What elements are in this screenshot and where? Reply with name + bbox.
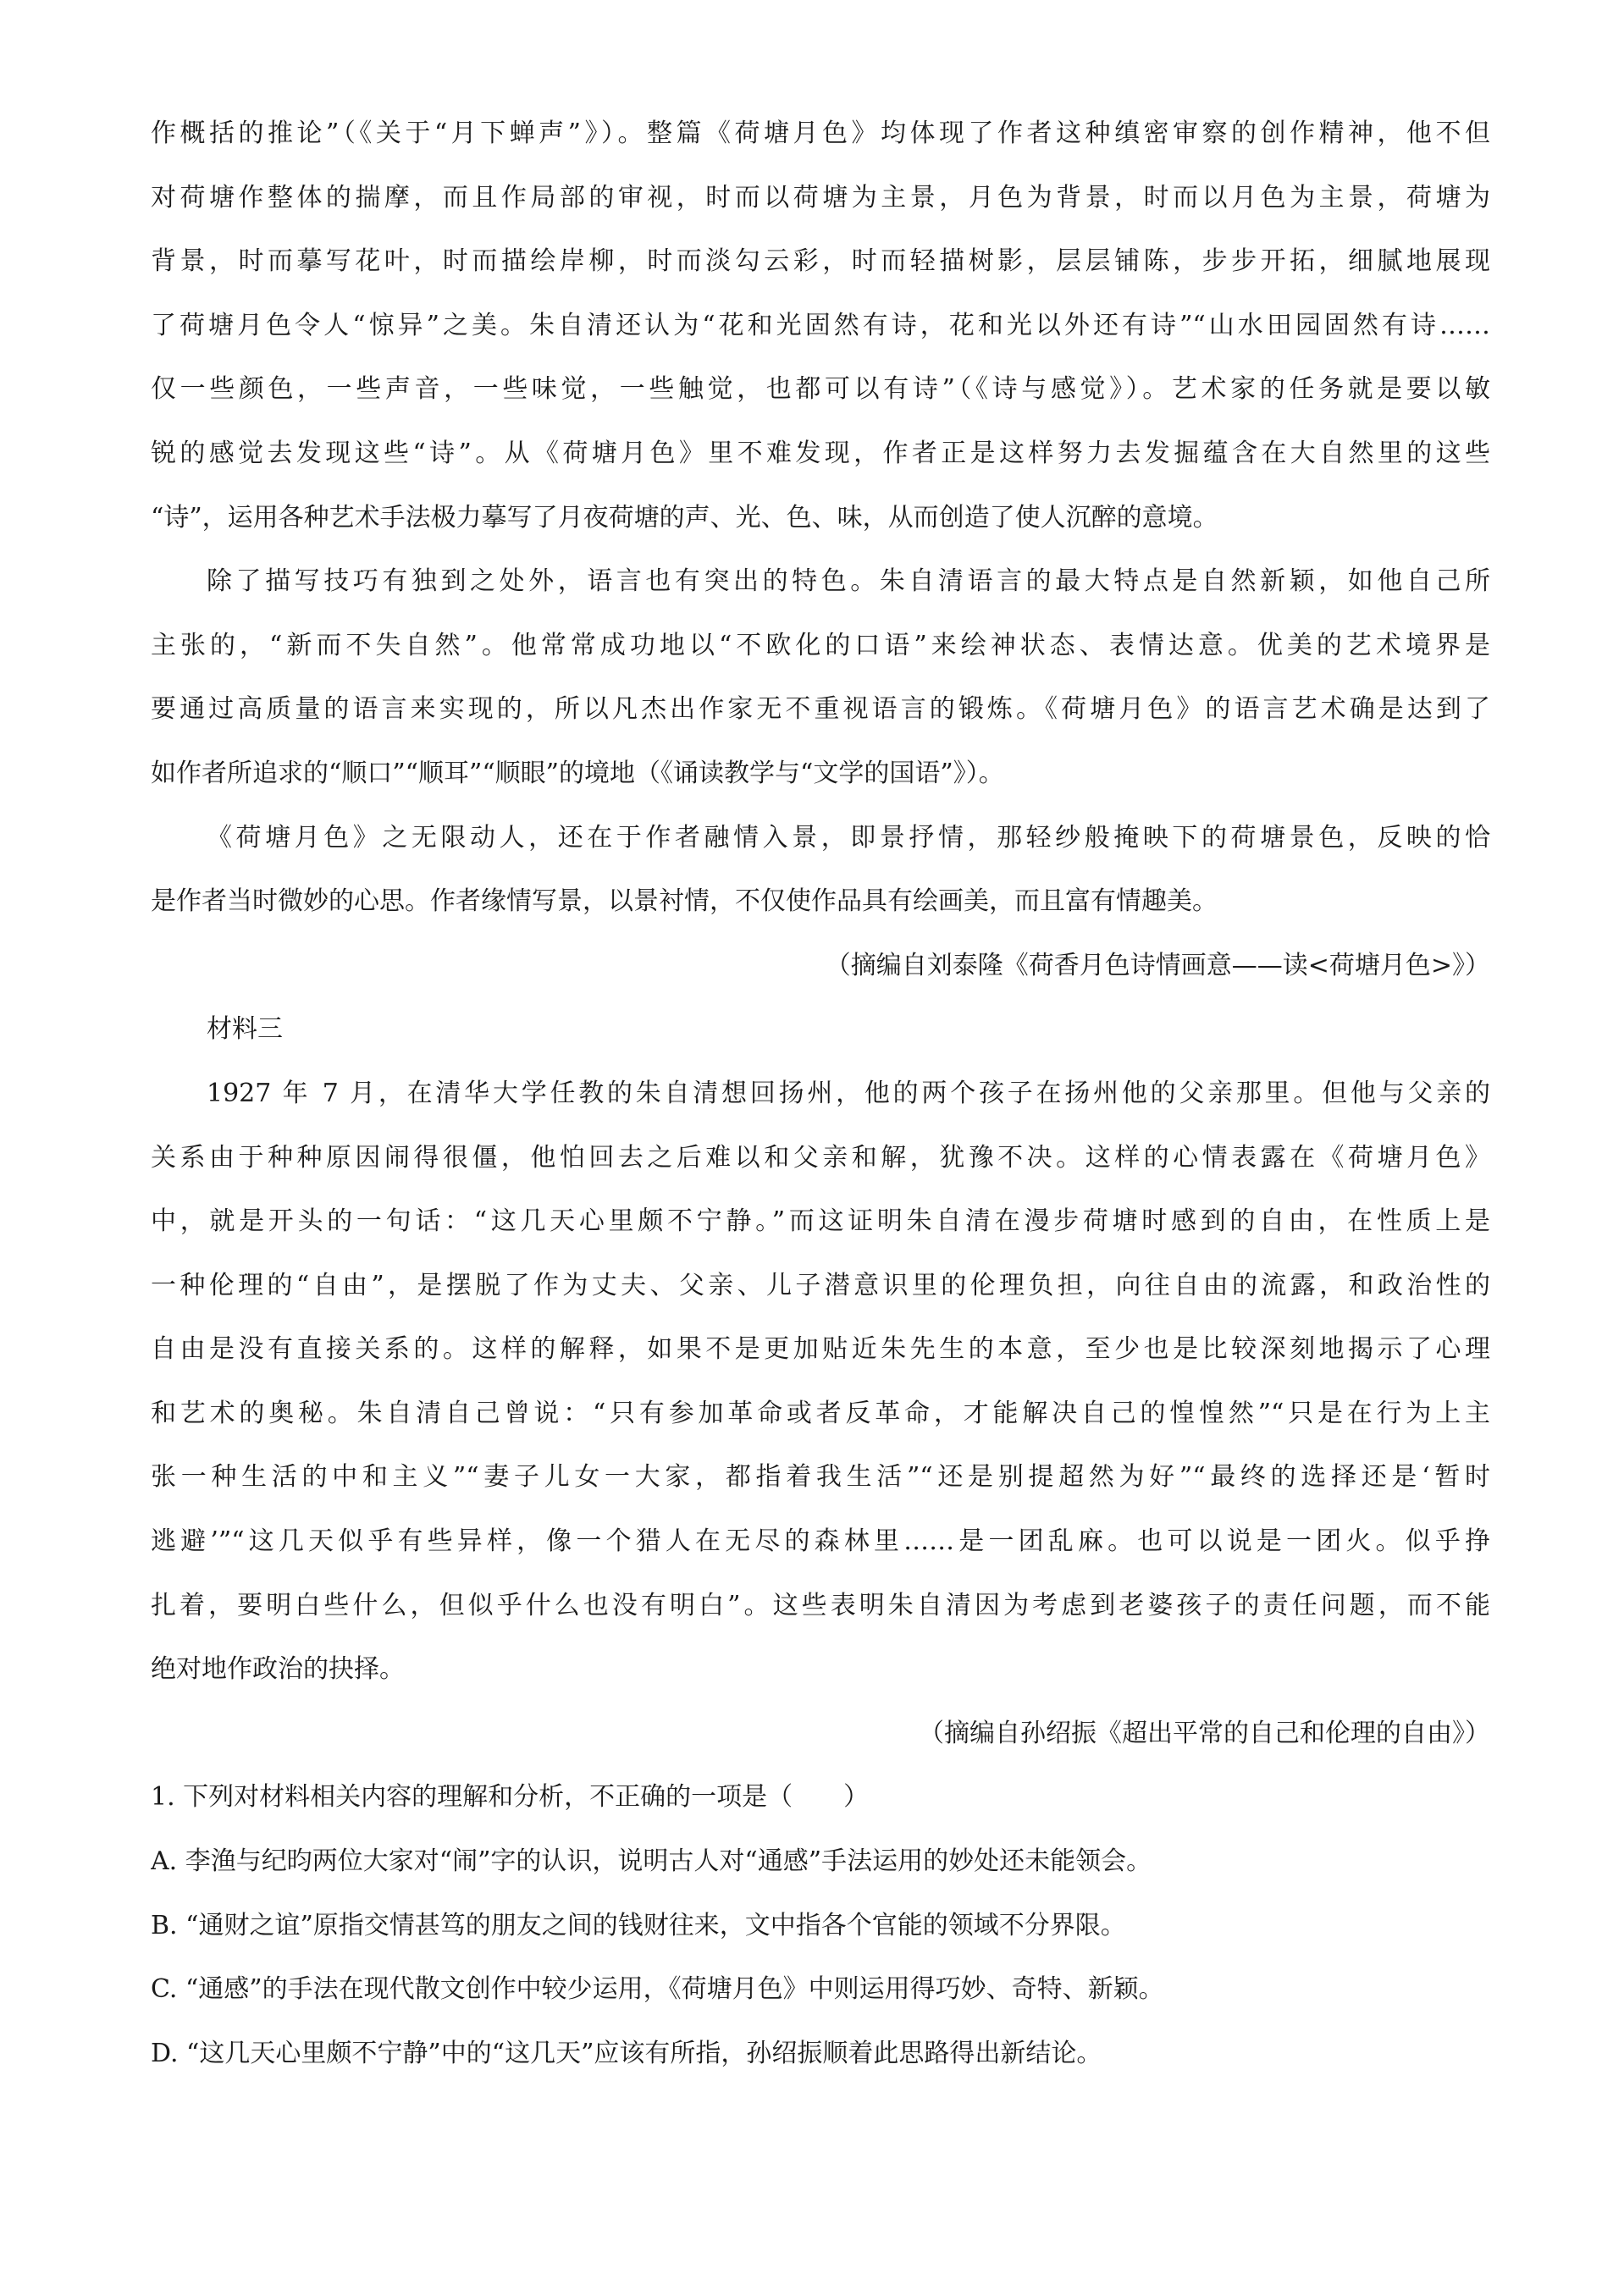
paragraph [151,549,1490,805]
text-line: 张一种生活的中和主义”“妻子儿女一大家，都指着我生活”“还是别提超然为好”“最终的选择还是‘暂时 [151,1462,1490,1493]
text-line: 扎着，要明白些什么，但似乎什么也没有明白”。这些表明朱自清因为考虑到老婆孩子的责任问题，而不能 [151,1590,1490,1620]
text-line: 绝对地作政治的抉择。 [151,1654,405,1685]
text-line: 了荷塘月色令人“惊异”之美。朱自清还认为“花和光固然有诗，花和光以外还有诗”“山水田园固然有诗…… [151,310,1490,340]
paragraph [151,806,1490,934]
answer-option-c: C. “通感”的手法在现代散文创作中较少运用，《荷塘月色》中则运用得巧妙、奇特、新颖。 [151,1974,1164,2005]
text-line: 除了描写技巧有独到之处外，语言也有突出的特色。朱自清语言的最大特点是自然新颖，如他自己所 [207,566,1490,597]
source-citation: （摘编自孙绍振《超出平常的自己和伦理的自由》） [919,1718,1490,1748]
text-line: 自由是没有直接关系的。这样的解释，如果不是更加贴近朱先生的本意，至少也是比较深刻地揭示了心理 [151,1334,1490,1365]
text-line: 仅一些颜色，一些声音，一些味觉，一些触觉，也都可以有诗”（《诗与感觉》）。艺术家的任务就是要以敏 [151,374,1490,405]
answer-option-d: D. “这几天心里颇不宁静”中的“这几天”应该有所指，孙绍振顺着此思路得出新结论。 [151,2038,1102,2068]
question-stem: 1. 下列对材料相关内容的理解和分析，不正确的一项是（ ） [151,1782,870,1813]
text-line: 锐的感觉去发现这些“诗”。从《荷塘月色》里不难发现，作者正是这样努力去发掘蕴含在大自然里的这些 [151,438,1490,468]
section-heading: 材料三 [207,1014,283,1045]
text-line: 关系由于种种原因闹得很僵，他怕回去之后难以和父亲和解，犹豫不决。这样的心情表露在《荷塘月色》 [151,1142,1490,1173]
answer-option-a: A. 李渔与纪昀两位大家对“闹”字的认识，说明古人对“通感”手法运用的妙处还未能领会。 [151,1846,1152,1877]
answer-option-b: B. “通财之谊”原指交情甚笃的朋友之间的钱财往来，文中指各个官能的领域不分界限。 [151,1910,1126,1940]
text-line: 要通过高质量的语言来实现的，所以凡杰出作家无不重视语言的锻炼。《荷塘月色》的语言艺术确是达到了 [151,694,1490,725]
document-page [151,102,1490,2085]
text-line: 主张的，“新而不失自然”。他常常成功地以“不欧化的口语”来绘神状态、表情达意。优美的艺术境界是 [151,630,1490,660]
text-line: 一种伦理的“自由”，是摆脱了作为丈夫、父亲、儿子潜意识里的伦理负担，向往自由的流露，和政治性的 [151,1270,1490,1300]
text-line: 如作者所追求的“顺口”“顺耳”“顺眼”的境地（《诵读教学与“文学的国语”》）。 [151,758,1004,788]
paragraph [151,1062,1490,1702]
question [151,1765,1490,2085]
text-line: 背景，时而摹写花叶，时而描绘岸柳，时而淡勾云彩，时而轻描树影，层层铺陈，步步开拓，细腻地展现 [151,246,1490,277]
text-line: 逃避’”“这几天似乎有些异样，像一个猎人在无尽的森林里……是一团乱麻。也可以说是一团火。似乎挣 [151,1526,1490,1557]
text-line: 中，就是开头的一句话：“这几天心里颇不宁静。”而这证明朱自清在漫步荷塘时感到的自由，在性质上是 [151,1206,1490,1237]
text-line: 1927 年 7 月，在清华大学任教的朱自清想回扬州，他的两个孩子在扬州他的父亲那里。但他与父亲的 [207,1078,1490,1108]
text-line: 对荷塘作整体的揣摩，而且作局部的审视，时而以荷塘为主景，月色为背景，时而以月色为主景，荷塘为 [151,182,1490,212]
text-line: 作概括的推论”（《关于“月下蝉声”》）。整篇《荷塘月色》均体现了作者这种缜密审察的创作精神，他不但 [151,119,1490,148]
text-line: 《荷塘月色》之无限动人，还在于作者融情入景，即景抒情，那轻纱般掩映下的荷塘景色，反映的恰 [207,822,1490,853]
source-citation: （摘编自刘泰隆《荷香月色诗情画意——读<荷塘月色>》） [825,950,1490,980]
text-line: 和艺术的奥秘。朱自清自己曾说：“只有参加革命或者反革命，才能解决自己的惶惶然”“只是在行为上主 [151,1398,1490,1428]
text-line: “诗”，运用各种艺术手法极力摹写了月夜荷塘的声、光、色、味，从而创造了使人沉醉的意境。 [151,502,1218,533]
text-line: 是作者当时微妙的心思。作者缘情写景，以景衬情，不仅使作品具有绘画美，而且富有情趣美。 [151,886,1218,917]
paragraph [151,102,1490,549]
